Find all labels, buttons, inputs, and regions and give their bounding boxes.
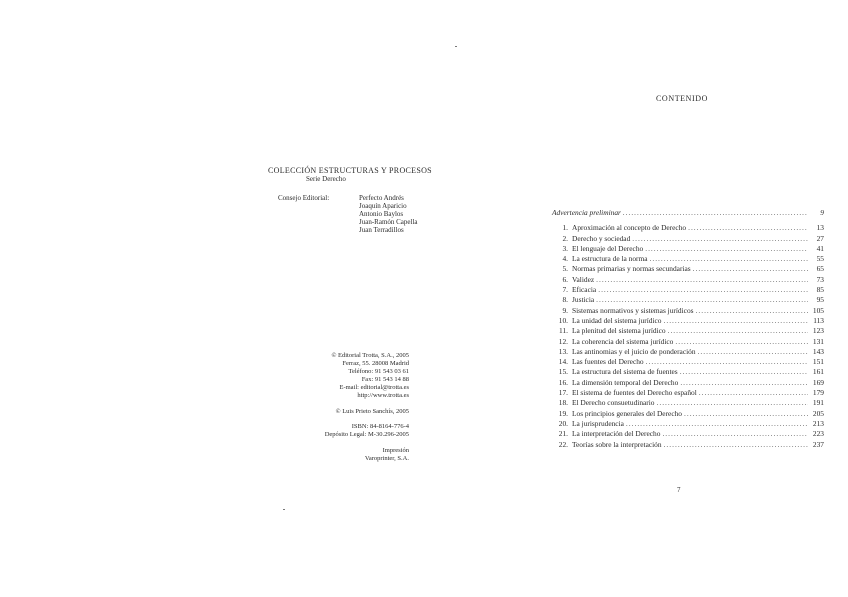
- printer-line: Impresión: [382, 447, 409, 454]
- toc-entry-title: El Derecho consuetudinario: [572, 398, 655, 408]
- scan-speck: [283, 509, 285, 510]
- toc-entry-title: Aproximación al concepto de Derecho: [572, 223, 687, 233]
- toc-leader-dots: [645, 244, 808, 253]
- publisher-line: http://www.trotta.es: [357, 392, 409, 399]
- toc-entry-page: 223: [812, 429, 824, 439]
- publisher-line: Fax: 91 543 14 88: [361, 376, 409, 383]
- toc-entry-number: 10.: [558, 315, 568, 325]
- council-member: Joaquín Aparicio: [359, 202, 407, 210]
- toc-entry-number: 13.: [558, 346, 568, 356]
- toc-leader-dots: [626, 419, 808, 428]
- toc-entry: [552, 347, 824, 357]
- toc-entry-number: 4.: [562, 254, 568, 264]
- toc-entry-page: 13: [816, 223, 824, 233]
- toc-entry-number: 2.: [562, 233, 568, 243]
- toc-leader-dots: [596, 275, 808, 284]
- isbn: ISBN: 84-8164-776-4: [351, 423, 409, 430]
- toc-entry-title: La plenitud del sistema jurídico: [572, 326, 666, 336]
- council-members: [359, 194, 418, 234]
- toc-preface: [552, 208, 824, 218]
- toc-entry: [552, 440, 824, 450]
- council-member: Juan Terradillos: [359, 226, 404, 234]
- toc-entry: [552, 223, 824, 233]
- toc-entry-number: 22.: [558, 439, 568, 449]
- collection-subtitle: Serie Derecho: [306, 175, 346, 183]
- toc-entry-title: La interpretación del Derecho: [572, 429, 661, 439]
- toc-entry-number: 5.: [562, 264, 568, 274]
- toc-leader-dots: [646, 357, 808, 366]
- toc-entry-number: 6.: [562, 274, 568, 284]
- toc-entry-title: Validez: [572, 274, 595, 284]
- toc-leader-dots: [662, 429, 808, 438]
- toc-leader-dots: [680, 378, 808, 387]
- toc-entry-page: 105: [812, 305, 824, 315]
- toc-entry: [552, 378, 824, 388]
- toc-leader-dots: [684, 409, 808, 418]
- toc-entry-number: 11.: [559, 326, 568, 336]
- contents-title: CONTENIDO: [656, 94, 709, 103]
- toc-entry-title: Teorías sobre la interpretación: [572, 439, 662, 449]
- toc-leader-dots: [650, 254, 808, 263]
- printer-line: Varoprinter, S.A.: [364, 455, 409, 462]
- toc-leader-dots: [675, 337, 808, 346]
- toc-entry: [552, 398, 824, 408]
- author-copyright: © Luis Prieto Sanchís, 2005: [335, 408, 409, 415]
- toc-entry-number: 20.: [558, 418, 568, 428]
- toc-entry: [552, 326, 824, 336]
- toc-entry-title: El lenguaje del Derecho: [572, 243, 644, 253]
- toc-entry: [552, 275, 824, 285]
- toc-entry-title: Advertencia preliminar: [552, 208, 621, 217]
- toc-entry-title: El sistema de fuentes del Derecho español: [572, 388, 697, 398]
- toc-entry: [552, 367, 824, 377]
- toc-leader-dots: [598, 285, 808, 294]
- toc-entry-number: 17.: [558, 388, 568, 398]
- toc-entry: [552, 316, 824, 326]
- toc-entry: [552, 409, 824, 419]
- toc-entry-page: 169: [812, 377, 824, 387]
- toc-leader-dots: [664, 440, 808, 449]
- toc-entry-page: 237: [812, 439, 824, 449]
- toc-leader-dots: [688, 223, 808, 232]
- toc-entry-number: 19.: [558, 408, 568, 418]
- toc-entry-page: 27: [816, 233, 824, 243]
- toc-entry-title: Las antinomias y el juicio de ponderación: [572, 346, 696, 356]
- toc-entry-page: 161: [812, 367, 824, 377]
- page-number: 7: [677, 486, 681, 494]
- toc-entry: [552, 295, 824, 305]
- toc-entry-title: La coherencia del sistema jurídico: [572, 336, 674, 346]
- toc-entry-number: 15.: [558, 367, 568, 377]
- toc-entry-title: La dimensión temporal del Derecho: [572, 377, 679, 387]
- toc-entry-page: 85: [816, 285, 824, 295]
- toc-entry-number: 8.: [562, 295, 568, 305]
- toc-entry-number: 14.: [558, 357, 568, 367]
- council-member: Perfecto Andrés: [359, 194, 404, 202]
- toc-entry-page: 123: [812, 326, 824, 336]
- right-page: [424, 0, 848, 597]
- publisher-line: E-mail: editorial@trotta.es: [339, 384, 409, 391]
- publisher-line: © Editorial Trotta, S.A., 2005: [331, 352, 409, 359]
- toc-entry-title: Los principios generales del Derecho: [572, 408, 682, 418]
- toc-leader-dots: [693, 264, 808, 273]
- toc-entry-page: 41: [816, 243, 824, 253]
- toc-leader-dots: [596, 295, 808, 304]
- toc-entry: [552, 337, 824, 347]
- toc-entry: [552, 306, 824, 316]
- toc-entry: [552, 429, 824, 439]
- toc-entry-page: 113: [813, 315, 824, 325]
- toc-entry-page: 143: [812, 346, 824, 356]
- toc-entry-number: 1.: [562, 223, 568, 233]
- toc-entry-page: 191: [812, 398, 824, 408]
- council-member: Antonio Baylos: [359, 210, 404, 218]
- toc-entry-title: Sistemas normativos y sistemas jurídicos: [572, 305, 694, 315]
- collection-title: COLECCIÓN ESTRUCTURAS Y PROCESOS: [268, 166, 432, 175]
- toc-entry-page: 205: [812, 408, 824, 418]
- toc-entry: [552, 285, 824, 295]
- toc-entry-number: 7.: [562, 285, 568, 295]
- toc-entry-title: La estructura de la norma: [572, 254, 648, 264]
- toc-entry-number: 12.: [558, 336, 568, 346]
- toc-leader-dots: [680, 367, 808, 376]
- toc-entry-page: 73: [816, 274, 824, 284]
- toc-entry-title: Justicia: [572, 295, 595, 305]
- toc-entry-title: La jurisprudencia: [572, 418, 624, 428]
- toc-leader-dots: [632, 234, 808, 243]
- toc-entry-number: 18.: [558, 398, 568, 408]
- toc-entry-page: 151: [812, 357, 824, 367]
- toc-leader-dots: [664, 316, 809, 325]
- toc-leader-dots: [699, 388, 808, 397]
- toc-entry: [552, 357, 824, 367]
- toc-entry: [552, 264, 824, 274]
- toc-entry-page: 131: [812, 336, 824, 346]
- toc-leader-dots: [696, 306, 808, 315]
- publisher-line: Teléfono: 91 543 03 61: [348, 368, 409, 375]
- toc-entry-page: 55: [816, 254, 824, 264]
- toc-leader-dots: [623, 208, 808, 217]
- toc-entry-title: Las fuentes del Derecho: [572, 357, 644, 367]
- toc-entry: [552, 388, 824, 398]
- isbn-block: [325, 423, 409, 439]
- council-member: Juan-Ramón Capella: [359, 218, 418, 226]
- toc-entry: [552, 244, 824, 254]
- toc-entry-page: 95: [816, 295, 824, 305]
- toc-entry-number: 21.: [558, 429, 568, 439]
- toc-entries: [552, 223, 824, 450]
- toc-entry-title: La unidad del sistema jurídico: [572, 315, 662, 325]
- toc-entry-title: Derecho y sociedad: [572, 233, 631, 243]
- toc-leader-dots: [668, 326, 808, 335]
- toc-entry: [552, 419, 824, 429]
- toc-entry-page: 179: [812, 388, 824, 398]
- council-label: Consejo Editorial:: [278, 194, 330, 202]
- toc-entry-page: 65: [816, 264, 824, 274]
- legal-deposit: Depósito Legal: M-30.296-2005: [324, 431, 409, 438]
- toc-leader-dots: [698, 347, 808, 356]
- toc-entry-number: 16.: [558, 377, 568, 387]
- toc-leader-dots: [657, 398, 809, 407]
- toc-entry-page: 9: [820, 208, 824, 217]
- toc-entry-page: 213: [812, 418, 824, 428]
- toc-entry-number: 3.: [562, 243, 568, 253]
- table-of-contents: [552, 208, 824, 450]
- toc-entry: [552, 254, 824, 264]
- toc-entry-title: Eficacia: [572, 285, 597, 295]
- printer-info: [365, 447, 409, 463]
- publisher-line: Ferraz, 55. 28008 Madrid: [342, 360, 409, 367]
- toc-entry-title: La estructura del sistema de fuentes: [572, 367, 678, 377]
- publisher-info: [331, 352, 409, 400]
- toc-entry: [552, 234, 824, 244]
- toc-entry-title: Normas primarias y normas secundarias: [572, 264, 691, 274]
- toc-entry-number: 9.: [562, 305, 568, 315]
